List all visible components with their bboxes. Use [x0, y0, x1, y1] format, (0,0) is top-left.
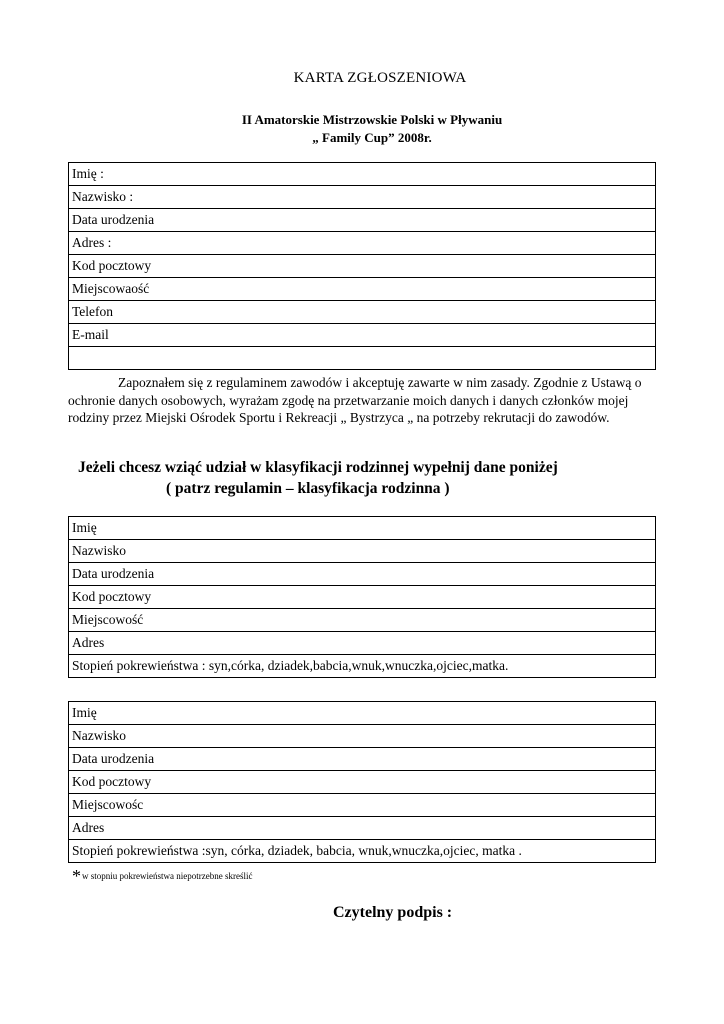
signature-label: Czytelny podpis : [333, 904, 453, 921]
table-row [69, 186, 656, 209]
table-row [69, 278, 656, 301]
participant-table [68, 162, 656, 370]
field-city[interactable]: Miejscowośc [69, 794, 656, 817]
field-city[interactable]: Miejscowaość [69, 278, 656, 301]
field-birth-date[interactable]: Data urodzenia [69, 748, 656, 771]
field-last-name[interactable]: Nazwisko : [69, 186, 656, 209]
table-row [69, 324, 656, 347]
field-address[interactable]: Adres : [69, 232, 656, 255]
table-row [69, 540, 656, 563]
field-postal-code[interactable]: Kod pocztowy [69, 586, 656, 609]
family-member-1-table [68, 516, 656, 678]
field-first-name[interactable]: Imię [69, 517, 656, 540]
field-blank[interactable] [69, 347, 656, 370]
table-row [69, 347, 656, 370]
relationship-footnote [72, 866, 252, 887]
table-row [69, 771, 656, 794]
table-row [69, 655, 656, 678]
field-postal-code[interactable]: Kod pocztowy [69, 771, 656, 794]
table-row [69, 232, 656, 255]
field-relationship[interactable]: Stopień pokrewieństwa :syn, córka, dziadek, babcia, wnuk,wnuczka,ojciec, matka . [69, 840, 656, 863]
field-email[interactable]: E-mail [69, 324, 656, 347]
table-row [69, 563, 656, 586]
table-row [69, 517, 656, 540]
table-row [69, 609, 656, 632]
field-postal-code[interactable]: Kod pocztowy [69, 255, 656, 278]
table-row [69, 748, 656, 771]
table-row [69, 163, 656, 186]
family-member-2-table [68, 701, 656, 863]
field-relationship[interactable]: Stopień pokrewieństwa : syn,córka, dziadek,babcia,wnuk,wnuczka,ojciec,matka. [69, 655, 656, 678]
field-phone[interactable]: Telefon [69, 301, 656, 324]
table-row [69, 255, 656, 278]
event-edition: „ Family Cup” 2008r. [312, 130, 432, 145]
table-row [69, 725, 656, 748]
family-section-heading [78, 457, 678, 499]
footnote-asterisk: * [72, 866, 81, 886]
table-row [69, 586, 656, 609]
field-last-name[interactable]: Nazwisko [69, 540, 656, 563]
consent-statement: Zapoznałem się z regulaminem zawodów i akceptuję zawarte w nim zasady. Zgodnie z Ustawą o ochronie danych osobowych, wyrażam zgodę na przetwarzanie moich danych i danych członków mojej rodziny przez Miejski Ośrodek Sportu i Rekreacji „ Bystrzyca „ na potrzeby rekrutacji do zawodów. [68, 375, 642, 425]
table-row [69, 632, 656, 655]
table-row [69, 840, 656, 863]
field-address[interactable]: Adres [69, 632, 656, 655]
event-name: II Amatorskie Mistrzowskie Polski w Pływaniu [241, 112, 503, 127]
family-heading-line1: Jeżeli chcesz wziąć udział w klasyfikacji rodzinnej wypełnij dane poniżej [78, 459, 558, 476]
form-title: KARTA ZGŁOSZENIOWA [293, 70, 467, 86]
field-last-name[interactable]: Nazwisko [69, 725, 656, 748]
event-subtitle [0, 111, 724, 147]
footnote-text: w stopniu pokrewieństwa niepotrzebne skreślić [82, 871, 253, 881]
table-row [69, 817, 656, 840]
table-row [69, 702, 656, 725]
table-row [69, 209, 656, 232]
field-birth-date[interactable]: Data urodzenia [69, 209, 656, 232]
family-heading-line2: ( patrz regulamin – klasyfikacja rodzinna ) [166, 480, 450, 497]
field-first-name[interactable]: Imię [69, 702, 656, 725]
field-birth-date[interactable]: Data urodzenia [69, 563, 656, 586]
field-address[interactable]: Adres [69, 817, 656, 840]
table-row [69, 794, 656, 817]
field-city[interactable]: Miejscowość [69, 609, 656, 632]
field-first-name[interactable]: Imię : [69, 163, 656, 186]
table-row [69, 301, 656, 324]
